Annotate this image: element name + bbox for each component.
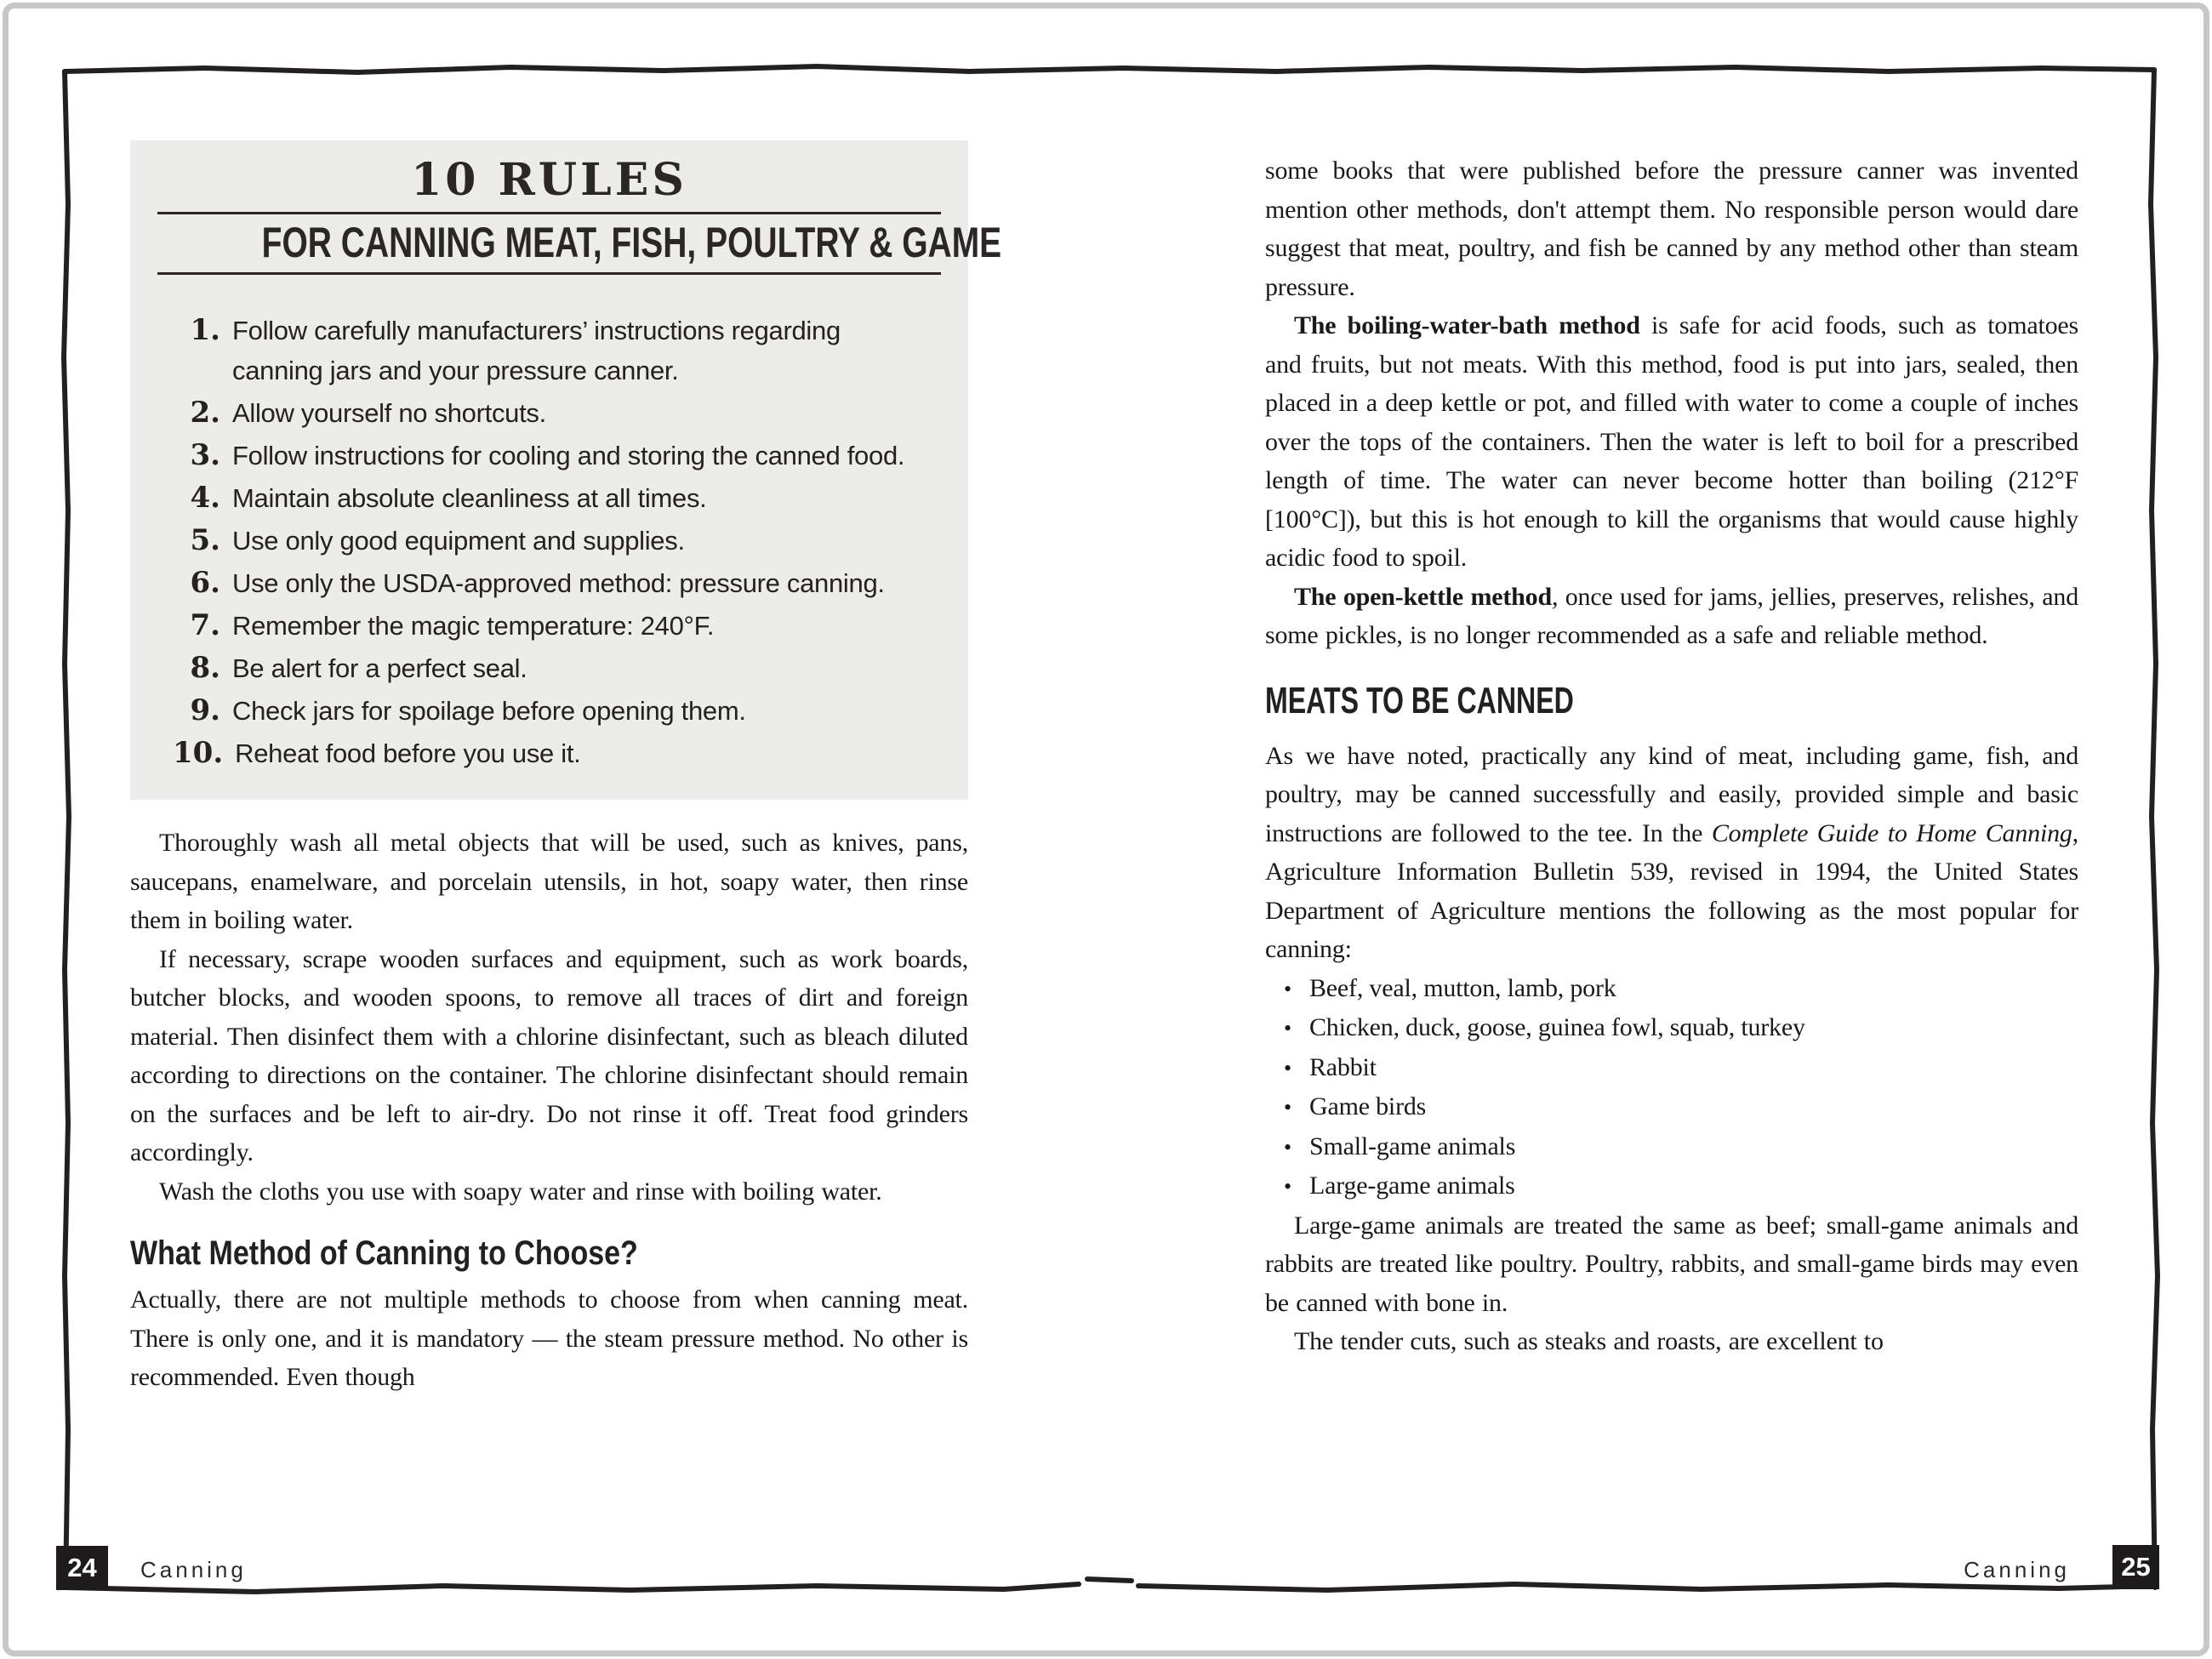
rule-item (173, 606, 941, 646)
bullet-dot: • (1284, 1174, 1291, 1199)
bold-lead-open-kettle: The open-kettle method (1294, 582, 1552, 611)
paragraph (1265, 306, 2078, 578)
bullet-dot: • (1284, 1055, 1291, 1080)
bullet-text: Chicken, duck, goose, guinea fowl, squab, turkey (1309, 1013, 1805, 1041)
bullet-item (1284, 1048, 2078, 1088)
bullet-dot: • (1284, 976, 1291, 1001)
rule-number: 5. (190, 523, 220, 557)
bold-lead-boiling-water-bath: The boiling-water-bath method (1294, 311, 1640, 339)
rule-text: Be alert for a perfect seal. (232, 653, 527, 683)
rule-number: 7. (190, 608, 220, 642)
rule-number: 9. (190, 693, 220, 727)
rule-text: Check jars for spoilage before opening them. (232, 696, 746, 726)
running-head-right: Canning (1964, 1557, 2070, 1582)
rules-list (173, 311, 941, 773)
rule-text: Follow instructions for cooling and storing the canned food. (232, 441, 905, 470)
paragraph: If necessary, scrape wooden surfaces and equipment, such as work boards, butcher blocks, and wooden spoons, to remove all traces of dirt and foreign material. Then disinfect them with a chlorine disinfectant, such as bleach diluted according to directions on the container. The chlorine disinfectant should remain on the surfaces and be left to air-dry. Do not rinse it off. Treat food grinders accordingly. (130, 944, 968, 1166)
bullet-text: Large-game animals (1309, 1172, 1515, 1200)
rule-number: 10. (173, 736, 224, 770)
rule-text: Maintain absolute cleanliness at all times. (232, 483, 707, 513)
bullet-dot: • (1284, 1016, 1291, 1040)
rules-title: 10 RULES (411, 154, 687, 206)
rule-text: Remember the magic temperature: 240°F. (232, 611, 715, 641)
bullet-text: Rabbit (1309, 1052, 1377, 1081)
paragraph-text: As we have noted, practically any kind of meat, including game, fish, and poultry, may be canned successfully and easily, provided simple and basic instructions are followed to the tee. In the (1265, 741, 2078, 847)
paragraph: Actually, there are not multiple methods to choose from when canning meat. There is only one, and it is mandatory — the steam pressure method. No other is recommended. Even though (130, 1286, 968, 1391)
panel-divider-bottom (157, 272, 941, 275)
rule-number: 3. (190, 438, 220, 472)
paragraph: some books that were published before the pressure canner was invented mention other methods, don't attempt them. No responsible person would dare suggest that meat, poultry, and fish be canned by any method other than steam pressure. (1265, 157, 2078, 301)
rule-item (173, 436, 941, 476)
left-page (130, 140, 1002, 1397)
rule-item (173, 648, 941, 688)
rule-text: Reheat food before you use it. (235, 738, 581, 768)
bullet-dot: • (1284, 1134, 1291, 1160)
page-number-right: 25 (2112, 1545, 2159, 1589)
bullet-text: Beef, veal, mutton, lamb, pork (1309, 973, 1616, 1002)
rule-text: Use only the USDA-approved method: pressure canning. (232, 568, 885, 598)
paragraph-text: , once used for jams, jellies, preserves, relishes, and some pickles, is no longer recommended as a safe and reliable method. (1265, 582, 2078, 649)
bullet-text: Small-game animals (1309, 1132, 1516, 1160)
rule-number: 2. (190, 396, 220, 430)
right-page (1265, 151, 2078, 1361)
paragraph: Large-game animals are treated the same as beef; small-game animals and rabbits are treated like poultry. Poultry, rabbits, and small-game birds may even be canned with bone in. (1265, 1211, 2078, 1317)
paragraph (1265, 737, 2078, 969)
rule-number: 1. (190, 313, 220, 347)
rule-item (173, 563, 941, 603)
paragraph-text: is safe for acid foods, such as tomatoes and fruits, but not meats. With this method, food is put into jars, sealed, then placed in a deep kettle or pot, and filled with water to come a couple of inches over the tops of the containers. Then the water is left to boil for a prescribed length of time. The water can never become hotter than boiling (212°F [100°C]), but this is hot enough to kill the organisms that would cause highly acidic food to spoil. (1265, 311, 2079, 572)
paragraph: The tender cuts, such as steaks and roasts, are excellent to (1294, 1327, 1884, 1355)
section-heading-meats: MEATS TO BE CANNED (1265, 679, 1574, 721)
paragraph: Thoroughly wash all metal objects that will be used, such as knives, pans, saucepans, enamelware, and porcelain utensils, in hot, soapy water, then rinse them in boiling water. (130, 829, 968, 934)
rule-item (173, 478, 941, 518)
bullet-dot: • (1284, 1095, 1291, 1120)
rule-text: Use only good equipment and supplies. (232, 526, 685, 556)
rules-panel (130, 140, 1002, 800)
bullet-item (1284, 969, 2078, 1009)
paragraph (1265, 578, 2078, 655)
paragraph-text: , Agriculture Information Bulletin 539, revised in 1994, the United States Department of Agriculture mentions the following as the most popular for canning: (1265, 818, 2078, 963)
rule-number: 6. (190, 566, 220, 600)
rule-item (173, 393, 941, 433)
rule-text: Follow carefully manufacturers’ instructions regarding canning jars and your pressure canner. (232, 316, 841, 385)
book-title-italic: Complete Guide to Home Canning (1711, 818, 2072, 847)
paragraph: Wash the cloths you use with soapy water and rinse with boiling water. (159, 1177, 882, 1206)
rule-item (173, 733, 941, 773)
rule-number: 4. (190, 481, 220, 515)
running-head-left: Canning (140, 1557, 247, 1582)
bullet-item (1284, 1127, 2078, 1167)
rules-subtitle: FOR CANNING MEAT, FISH, POULTRY & GAME (261, 219, 1002, 266)
page-number-left: 24 (56, 1546, 108, 1590)
rule-text: Allow yourself no shortcuts. (232, 398, 546, 428)
bullet-text: Game birds (1309, 1092, 1427, 1120)
bullet-item (1284, 1166, 2078, 1206)
rule-item (173, 311, 941, 391)
meats-bullet-list (1265, 969, 2078, 1206)
subheading-what-method: What Method of Canning to Choose? (130, 1234, 638, 1272)
bullet-item (1284, 1087, 2078, 1127)
rule-number: 8. (190, 651, 220, 685)
bullet-item (1284, 1008, 2078, 1048)
rule-item (173, 521, 941, 561)
rule-item (173, 691, 941, 731)
panel-divider-top (157, 212, 941, 214)
